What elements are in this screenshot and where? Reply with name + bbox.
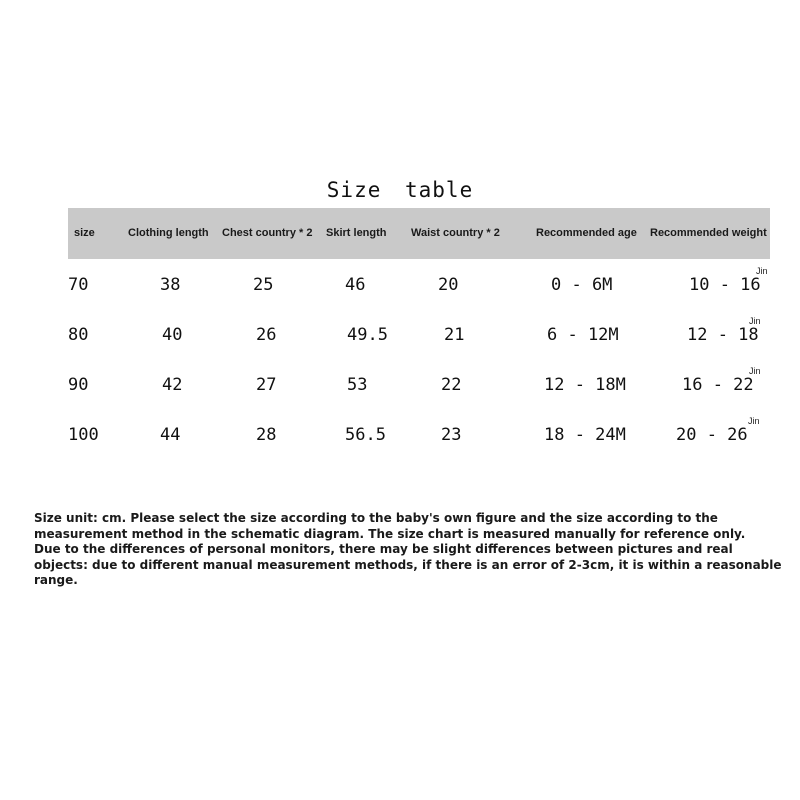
header-clothing-length: Clothing length	[128, 227, 209, 239]
cell-weight: 10 - 16	[689, 275, 761, 295]
page-title: Size table	[326, 178, 474, 202]
table-row	[0, 416, 800, 450]
cell-waist: 22	[441, 375, 462, 395]
cell-clothing-length: 44	[160, 425, 181, 445]
cell-clothing-length: 42	[162, 375, 183, 395]
cell-age: 12 - 18M	[544, 375, 626, 395]
cell-weight-unit: Jin	[756, 266, 768, 276]
note-paragraph: Due to the differences of personal monitors, there may be slight differences between pictures and real objects: due to different manual measurement methods, if there is an error of 2-3cm, it is within a reasonable range.	[34, 542, 782, 587]
cell-age: 6 - 12M	[547, 325, 619, 345]
cell-weight: 16 - 22	[682, 375, 754, 395]
table-row	[0, 266, 800, 300]
table-row	[0, 316, 800, 350]
header-waist: Waist country * 2	[411, 227, 500, 239]
cell-chest: 27	[256, 375, 277, 395]
cell-size: 80	[68, 325, 89, 345]
header-recommended-weight: Recommended weight	[650, 227, 767, 239]
table-header	[68, 208, 770, 259]
cell-clothing-length: 38	[160, 275, 181, 295]
cell-waist: 21	[444, 325, 465, 345]
cell-weight: 12 - 18	[687, 325, 759, 345]
cell-age: 0 - 6M	[551, 275, 613, 295]
table-row	[0, 366, 800, 400]
cell-chest: 28	[256, 425, 277, 445]
cell-weight: 20 - 26	[676, 425, 748, 445]
cell-waist: 20	[438, 275, 459, 295]
cell-weight-unit: Jin	[749, 366, 761, 376]
cell-size: 70	[68, 275, 89, 295]
cell-waist: 23	[441, 425, 462, 445]
header-skirt-length: Skirt length	[326, 227, 387, 239]
cell-age: 18 - 24M	[544, 425, 626, 445]
cell-size: 90	[68, 375, 89, 395]
cell-skirt: 56.5	[345, 425, 386, 445]
cell-skirt: 53	[347, 375, 368, 395]
cell-weight-unit: Jin	[748, 416, 760, 426]
cell-skirt: 49.5	[347, 325, 388, 345]
cell-chest: 26	[256, 325, 277, 345]
cell-weight-unit: Jin	[749, 316, 761, 326]
header-recommended-age: Recommended age	[536, 227, 637, 239]
cell-chest: 25	[253, 275, 274, 295]
cell-skirt: 46	[345, 275, 366, 295]
note-paragraph: Size unit: cm. Please select the size according to the baby's own figure and the size according to the measurement method in the schematic diagram. The size chart is measured manually for reference only.	[34, 511, 746, 541]
header-size: size	[74, 227, 95, 239]
cell-size: 100	[68, 425, 99, 445]
header-chest: Chest country * 2	[222, 227, 313, 239]
cell-clothing-length: 40	[162, 325, 183, 345]
size-notes	[34, 511, 784, 589]
